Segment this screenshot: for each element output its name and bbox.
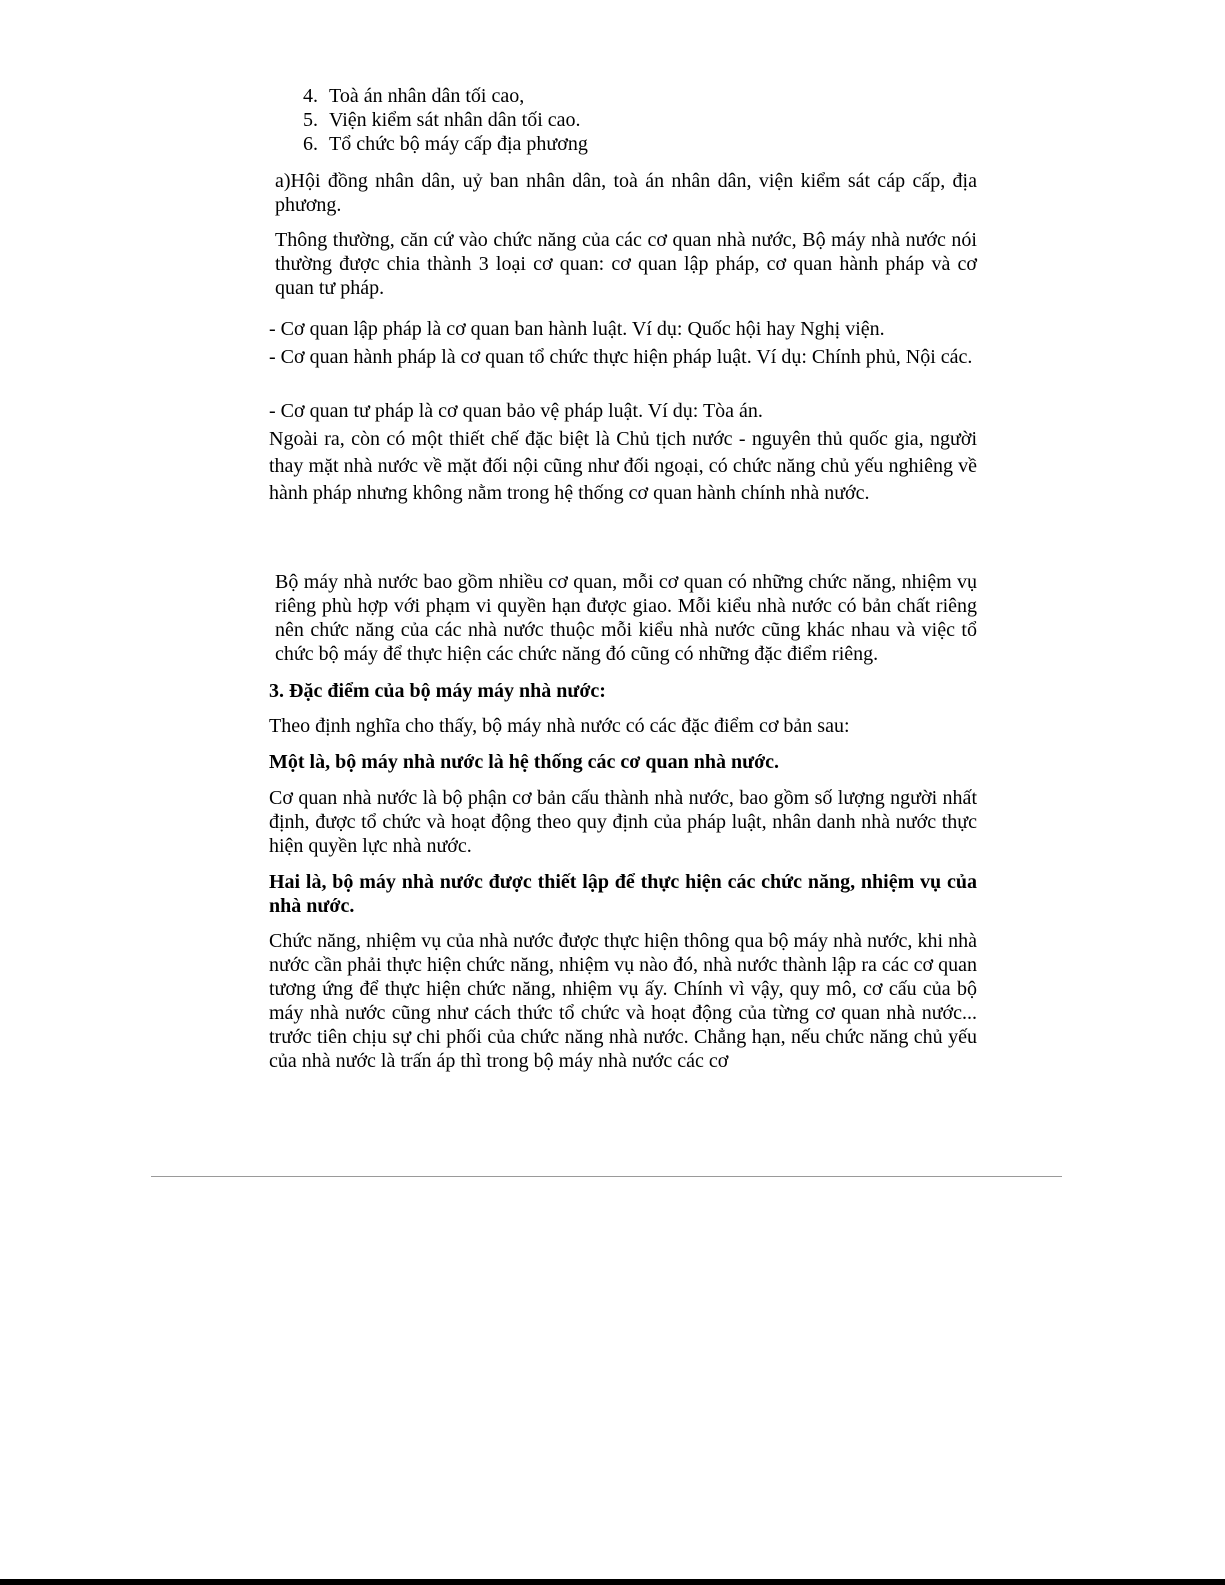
point-one-body: Cơ quan nhà nước là bộ phận cơ bản cấu thành nhà nước, bao gồm số lượng người nhất định, được tổ chức và hoạt động theo quy định của pháp luật, nhân danh nhà nước thực hiện quyền lực nhà nước. bbox=[269, 787, 977, 857]
section-heading: 3. Đặc điểm của bộ máy máy nhà nước: bbox=[269, 680, 606, 702]
paragraph-executive: - Cơ quan hành pháp là cơ quan tổ chức thực hiện pháp luật. Ví dụ: Chính phủ, Nội các. bbox=[269, 346, 973, 368]
paragraph-president: Ngoài ra, còn có một thiết chế đặc biệt là Chủ tịch nước - nguyên thủ quốc gia, người thay mặt nhà nước về mặt đối nội cũng như đối ngoại, có chức năng chủ yếu nghiêng về hành pháp nhưng không nằm trong hệ thống cơ quan hành chính nhà nước. bbox=[269, 428, 977, 504]
paragraph-definition-intro: Theo định nghĩa cho thấy, bộ máy nhà nước có các đặc điểm cơ bản sau: bbox=[269, 715, 850, 737]
list-item-number: 5. bbox=[303, 109, 318, 131]
page-bottom-edge bbox=[0, 1579, 1225, 1585]
paragraph-judicial: - Cơ quan tư pháp là cơ quan bảo vệ pháp luật. Ví dụ: Tòa án. bbox=[269, 400, 763, 422]
paragraph-apparatus-overview: Bộ máy nhà nước bao gồm nhiều cơ quan, mỗi cơ quan có những chức năng, nhiệm vụ riêng phù hợp với phạm vi quyền hạn được giao. Mỗi kiểu nhà nước có bản chất riêng nên chức năng của các nhà nước thuộc mỗi kiểu nhà nước cũng khác nhau và việc tổ chức bộ máy để thực hiện các chức năng đó cũng có những đặc điểm riêng. bbox=[275, 571, 977, 665]
list-item bbox=[303, 132, 588, 156]
point-two-heading: Hai là, bộ máy nhà nước được thiết lập để thực hiện các chức năng, nhiệm vụ của nhà nước. bbox=[269, 871, 977, 917]
paragraph-legislative: - Cơ quan lập pháp là cơ quan ban hành luật. Ví dụ: Quốc hội hay Nghị viện. bbox=[269, 318, 885, 340]
paragraph-local-bodies: a)Hội đồng nhân dân, uỷ ban nhân dân, toà án nhân dân, viện kiểm sát cáp cấp, địa phương. bbox=[275, 170, 977, 216]
list-item-number: 6. bbox=[303, 133, 318, 155]
list-item-text: Toà án nhân dân tối cao, bbox=[329, 85, 525, 107]
list-item bbox=[303, 108, 581, 132]
list-item bbox=[303, 84, 524, 108]
list-item-text: Viện kiểm sát nhân dân tối cao. bbox=[329, 109, 581, 131]
list-item-number: 4. bbox=[303, 85, 318, 107]
paragraph-three-branches: Thông thường, căn cứ vào chức năng của các cơ quan nhà nước, Bộ máy nhà nước nói thường được chia thành 3 loại cơ quan: cơ quan lập pháp, cơ quan hành pháp và cơ quan tư pháp. bbox=[275, 229, 977, 299]
point-two-body: Chức năng, nhiệm vụ của nhà nước được thực hiện thông qua bộ máy nhà nước, khi nhà nước cần phải thực hiện chức năng, nhiệm vụ nào đó, nhà nước thành lập ra các cơ quan tương ứng để thực hiện chức năng, nhiệm vụ ấy. Chính vì vậy, quy mô, cơ cấu của bộ máy nhà nước cũng như cách thức tổ chức và hoạt động của từng cơ quan nhà nước... trước tiên chịu sự chi phối của chức năng nhà nước. Chẳng hạn, nếu chức năng chủ yếu của nhà nước là trấn áp thì trong bộ máy nhà nước các cơ bbox=[269, 930, 977, 1072]
page-footer-divider bbox=[151, 1176, 1062, 1177]
point-one-heading: Một là, bộ máy nhà nước là hệ thống các cơ quan nhà nước. bbox=[269, 751, 780, 773]
list-item-text: Tổ chức bộ máy cấp địa phương bbox=[329, 133, 588, 155]
